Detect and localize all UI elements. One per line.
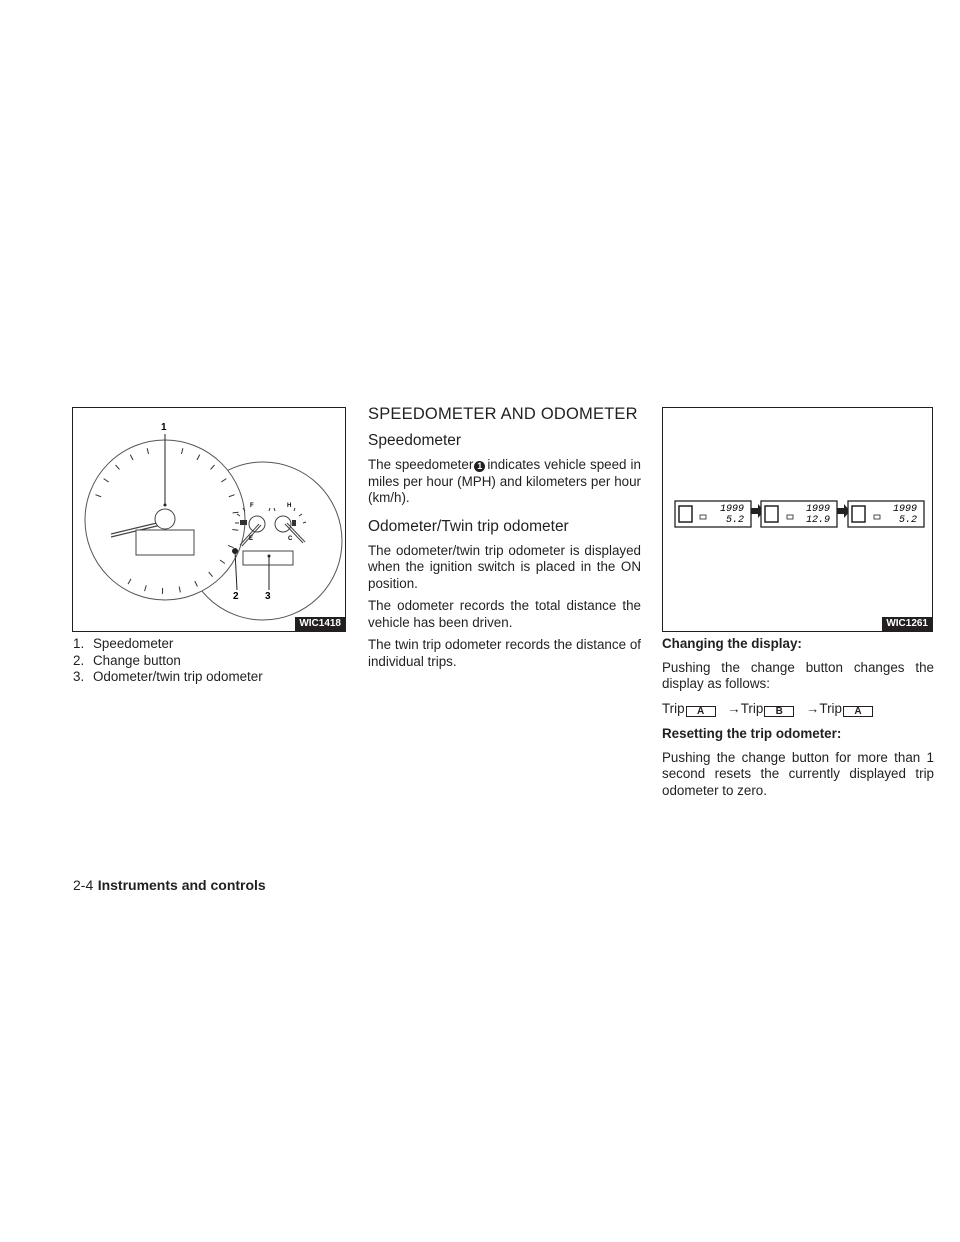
odometer-value: 1999 — [805, 504, 830, 515]
display-panel-3 — [848, 501, 924, 527]
legend-label: Odometer/twin trip odometer — [93, 669, 263, 684]
temp-hot-label: H — [287, 503, 292, 509]
trip-word: Trip — [740, 700, 764, 716]
speedometer-text-after: indicates vehicle speed in miles per hour (MPH) and kilometers per hour (km/h). — [368, 457, 641, 505]
page-number: 2-4 — [73, 877, 94, 893]
trip-word: Trip — [819, 700, 842, 716]
odometer-paragraph-2: The odometer records the total distance the vehicle has been driven. — [368, 598, 641, 630]
odometer-heading: Odometer/Twin trip odometer — [368, 517, 569, 535]
trip-a-box: A — [686, 706, 716, 717]
legend-number: 3. — [73, 669, 85, 684]
legend-label: Speedometer — [93, 636, 174, 651]
odometer-paragraph-3: The twin trip odometer records the distance of individual trips. — [368, 637, 641, 669]
temp-cold-label: C — [288, 536, 293, 542]
figure-code: WIC1261 — [882, 617, 932, 631]
instrument-cluster-illustration — [73, 408, 344, 630]
trip-word: Trip — [662, 700, 685, 716]
trip-value: 5.2 — [898, 515, 917, 526]
speedometer-tick — [233, 512, 239, 513]
legend-number: 2. — [73, 652, 85, 668]
changing-display-text: Pushing the change button changes the display as follows: — [662, 659, 934, 691]
callout-3: 3 — [265, 591, 271, 602]
figure-code: WIC1418 — [295, 617, 345, 631]
resetting-heading: Resetting the trip odometer: — [662, 726, 842, 741]
trip-b-box: B — [764, 706, 794, 717]
resetting-text: Pushing the change button for more than 1 second resets the currently displayed trip odometer to zero. — [662, 749, 934, 798]
changing-display-heading: Changing the display: — [662, 636, 802, 651]
figure-display-sequence — [662, 407, 933, 632]
figure-legend — [73, 636, 353, 686]
figure-instrument-cluster — [72, 407, 346, 632]
odometer-paragraph-1: The odometer/twin trip odometer is displayed when the ignition switch is placed in the ON position. — [368, 542, 641, 591]
trip-sequence — [662, 701, 934, 718]
callout-1-icon: 1 — [474, 461, 485, 472]
arrow-icon: → — [727, 700, 741, 716]
arrow-icon: → — [806, 700, 820, 716]
legend-item — [73, 653, 353, 670]
legend-number: 1. — [73, 636, 85, 651]
display-sequence-illustration — [663, 408, 931, 630]
odometer-value: 1999 — [719, 504, 744, 515]
display-panel-1 — [675, 501, 751, 527]
speedometer-heading: Speedometer — [368, 432, 462, 449]
fuel-full-label: F — [250, 503, 254, 509]
callout-1: 1 — [161, 422, 167, 433]
legend-label: Change button — [93, 652, 181, 668]
page-footer — [73, 877, 266, 895]
chapter-title: Instruments and controls — [97, 877, 266, 893]
trip-value: 5.2 — [725, 515, 744, 526]
middle-column — [368, 405, 641, 670]
trip-value: 12.9 — [805, 515, 830, 526]
odometer-value: 1999 — [892, 504, 917, 515]
legend-item — [73, 669, 353, 686]
fuel-empty-label: E — [249, 536, 254, 542]
section-title: SPEEDOMETER AND ODOMETER — [368, 405, 638, 423]
speedometer-paragraph — [368, 457, 641, 507]
trip-a-box: A — [843, 706, 873, 717]
right-column — [662, 636, 934, 799]
display-panel-2 — [761, 501, 837, 527]
legend-item — [73, 636, 353, 653]
speedometer-text-before: The speedometer — [368, 457, 474, 472]
callout-2: 2 — [233, 591, 239, 602]
